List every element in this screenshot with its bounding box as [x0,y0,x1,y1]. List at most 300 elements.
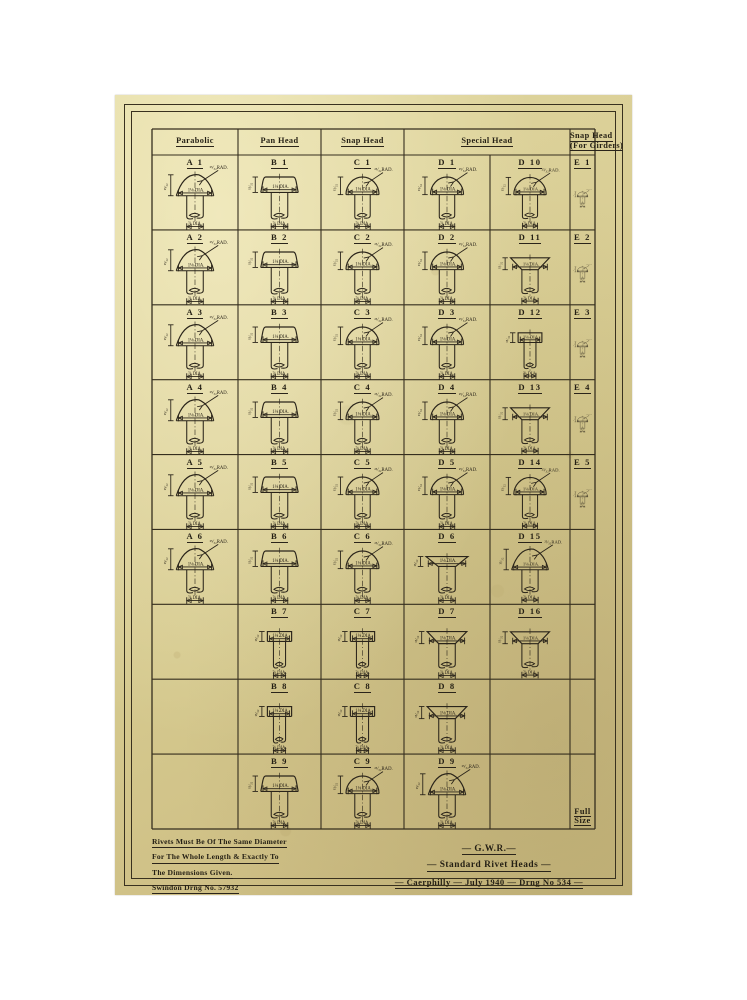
note-line-2 [152,852,367,861]
svg-text:⅞ DIA.: ⅞ DIA. [272,296,287,302]
rivet-diagram-d13 [490,391,570,455]
rivet-code-text: D 12 [518,306,542,317]
svg-text:⅞ DIA.: ⅞ DIA. [580,281,585,283]
svg-text:²⁵⁄₃₂RAD.: ²⁵⁄₃₂RAD. [209,315,228,321]
rivet-diagram-a3 [152,316,238,380]
table-cell-d2-6 [490,529,570,604]
note-text: The Dimensions Given. [152,868,233,879]
svg-text:⅞ DIA.: ⅞ DIA. [355,446,370,452]
svg-text:⅞ DIA.: ⅞ DIA. [355,596,370,602]
rivet-diagram-e1 [570,166,595,230]
rivet-code-text: D 9 [438,756,456,767]
svg-text:²⁵⁄₃₂RAD.: ²⁵⁄₃₂RAD. [458,392,478,398]
svg-text:²⁵⁄₃₂RAD.: ²⁵⁄₃₂RAD. [458,467,478,473]
svg-text:1⅛ DIA.: 1⅛ DIA. [272,260,289,266]
svg-text:⅞ DIA.: ⅞ DIA. [439,446,455,452]
svg-text:⅞ DIA.: ⅞ DIA. [439,671,455,677]
svg-text:²⁵⁄₃₂RAD.: ²⁵⁄₃₂RAD. [209,165,228,171]
svg-text:⅞ DIA.: ⅞ DIA. [272,521,287,527]
rivet-code-text: D 13 [518,381,542,392]
svg-text:²⁵⁄₃₂RAD.: ²⁵⁄₃₂RAD. [374,392,393,398]
rivet-diagram-d4 [404,391,490,455]
svg-text:²⁵⁄₃₂RAD.: ²⁵⁄₃₂RAD. [209,390,228,396]
rivet-diagram-a2 [152,241,238,305]
table-cell-d2-5 [490,455,570,530]
rivet-diagram-c1 [321,166,404,230]
table-cell-d2-7 [490,604,570,679]
svg-text:²⁵⁄₃₂RAD.: ²⁵⁄₃₂RAD. [374,467,393,473]
svg-text:²⁵⁄₃₂RAD.: ²⁵⁄₃₂RAD. [586,189,593,191]
svg-text:²⁵⁄₃₂RAD.: ²⁵⁄₃₂RAD. [209,465,228,471]
table-cell-e-7 [570,604,595,679]
svg-text:¹⁵⁄₃₂: ¹⁵⁄₃₂ [498,558,504,565]
rivet-code-text: D 10 [518,157,542,167]
rivet-diagram-c7 [321,615,404,679]
rivet-code-text: D 3 [438,306,456,317]
svg-text:²⁵⁄₃₂RAD.: ²⁵⁄₃₂RAD. [374,167,393,173]
svg-text:¹⁵⁄₃₂: ¹⁵⁄₃₂ [413,710,419,718]
table-cell-d-3 [404,305,490,380]
svg-text:⅞ DIA.: ⅞ DIA. [272,821,287,827]
svg-text:¹⁵⁄₃₂: ¹⁵⁄₃₂ [413,635,419,643]
svg-text:¹⁵⁄₃₂: ¹⁵⁄₃₂ [163,407,169,415]
svg-text:²⁵⁄₃₂RAD.: ²⁵⁄₃₂RAD. [374,542,393,548]
svg-text:¹⁵⁄₃₂: ¹⁵⁄₃₂ [497,636,503,644]
svg-text:¹⁵⁄₃₂: ¹⁵⁄₃₂ [247,182,253,190]
svg-text:⅞ DIA.: ⅞ DIA. [522,371,538,377]
svg-text:¹⁵⁄₃₂: ¹⁵⁄₃₂ [497,411,503,419]
table-cell-d2-1 [490,155,570,230]
table-cell-b-2 [238,230,321,305]
svg-text:⅞ DIA.: ⅞ DIA. [355,821,370,827]
rivet-diagram-b9 [238,765,321,829]
table-cell-d-1 [404,155,490,230]
svg-text:⅞ DIA.: ⅞ DIA. [522,221,538,227]
svg-text:1⅛ DIA.: 1⅛ DIA. [355,486,372,492]
scale-note [570,807,595,825]
svg-text:¹⁵⁄₃₂: ¹⁵⁄₃₂ [497,261,503,269]
svg-text:⅞ DIA.: ⅞ DIA. [439,821,455,827]
svg-text:²⁵⁄₃₂RAD.: ²⁵⁄₃₂RAD. [586,339,593,341]
column-header-label-C [321,136,404,145]
svg-text:⅞ DIA.: ⅞ DIA. [439,371,455,377]
table-cell-b-9 [238,754,321,829]
svg-text:¹⁵⁄₃₂: ¹⁵⁄₃₂ [417,183,423,191]
svg-text:¹⁵⁄₃₂: ¹⁵⁄₃₂ [163,183,169,191]
svg-text:1⅛ DIA.: 1⅛ DIA. [580,420,586,422]
rivet-code-text: A 3 [186,306,204,317]
column-header-line1: Parabolic [176,136,214,145]
svg-text:⅞ DIA.: ⅞ DIA. [355,222,370,228]
rivet-code-text: B 8 [271,681,288,692]
table-cell-c-2 [321,230,404,305]
svg-text:¹⁵⁄₃₂: ¹⁵⁄₃₂ [500,483,506,491]
rivet-code-text: E 2 [574,231,591,242]
svg-text:⅞ DIA.: ⅞ DIA. [187,222,203,228]
svg-text:¹⁵⁄₃₂: ¹⁵⁄₃₂ [412,559,418,567]
rivet-diagram-d9 [404,765,490,829]
svg-text:1⅛ DIA.: 1⅛ DIA. [187,488,205,494]
svg-text:¹⁵⁄₃₂: ¹⁵⁄₃₂ [163,333,169,341]
table-cell-d-4 [404,380,490,455]
svg-text:⅞ DIA.: ⅞ DIA. [522,446,538,452]
svg-text:⅞ DIA.: ⅞ DIA. [522,296,538,302]
table-cell-c-4 [321,380,404,455]
column-header-D [404,129,570,155]
svg-text:¹⁵⁄₃₂: ¹⁵⁄₃₂ [574,268,576,271]
rivet-diagram-b8 [238,690,321,754]
svg-text:¹⁵⁄₃₂: ¹⁵⁄₃₂ [254,709,260,717]
rivet-diagram-d2 [404,241,490,305]
svg-text:¹⁵⁄₃₂: ¹⁵⁄₃₂ [247,482,253,490]
table-cell-d2-2 [490,230,570,305]
note-line-3 [152,868,367,877]
rivet-diagram-b5 [238,466,321,530]
rivet-diagram-d8 [404,690,490,754]
svg-text:1⅛ DIA.: 1⅛ DIA. [187,338,205,344]
rivet-diagram-d15 [490,540,570,604]
rivet-diagram-d16 [490,615,570,679]
svg-text:⅞ DIA.: ⅞ DIA. [272,222,287,228]
table-cell-a-8 [152,679,238,754]
rivet-diagram-b3 [238,316,321,380]
svg-text:⅞ DIA.: ⅞ DIA. [355,671,370,677]
svg-text:⅞ DIA.: ⅞ DIA. [439,296,455,302]
note-text: Swindon Drng No. 57932 [152,883,239,894]
svg-text:¹⁵⁄₃₂: ¹⁵⁄₃₂ [500,184,506,191]
rivet-diagram-c3 [321,316,404,380]
rivet-diagram-e5 [570,466,595,530]
svg-text:¹⁵⁄₃₂: ¹⁵⁄₃₂ [247,332,253,340]
table-cell-c-7 [321,604,404,679]
svg-text:1⅛ DIA.: 1⅛ DIA. [187,263,205,269]
rivet-diagram-b4 [238,391,321,455]
table-cell-e-8 [570,679,595,754]
column-header-label-A [152,136,238,145]
svg-text:¹⁵⁄₃₂: ¹⁵⁄₃₂ [574,343,576,346]
rivet-code-text: D 5 [438,456,456,467]
svg-text:1⅛ DIA.: 1⅛ DIA. [580,195,586,197]
svg-text:1⅛ DIA.: 1⅛ DIA. [187,562,205,568]
svg-text:1⅛ DIA.: 1⅛ DIA. [439,559,457,565]
svg-text:⅞ DIA.: ⅞ DIA. [355,521,370,527]
svg-text:¹⁵⁄₃₂: ¹⁵⁄₃₂ [417,408,423,416]
rivet-code-text: C 9 [353,756,372,767]
rivet-code-text: E 3 [574,306,591,317]
svg-text:¹⁵⁄₃₂: ¹⁵⁄₃₂ [505,335,511,343]
rivet-code-text: A 2 [186,231,204,242]
svg-text:²⁵⁄₃₂RAD.: ²⁵⁄₃₂RAD. [544,540,563,546]
column-header-line1: Pan Head [260,136,299,145]
rivet-code-text: B 3 [271,306,288,317]
table-cell-c-8 [321,679,404,754]
rivet-diagram-e2 [570,241,595,305]
rivet-diagram-d5 [404,466,490,530]
svg-text:1⅛ DIA.: 1⅛ DIA. [580,270,586,272]
rivet-diagram-e4 [570,391,595,455]
rivet-diagram-a5 [152,466,238,530]
drawing-sheet [115,95,632,895]
rivet-diagram-b1 [238,166,321,230]
rivet-diagram-c4 [321,391,404,455]
svg-text:1⅛ DIA.: 1⅛ DIA. [272,335,289,341]
column-header-label-E [570,131,624,150]
column-header-C [321,129,404,155]
table-cell-c-9 [321,754,404,829]
table-cell-a-6 [152,529,238,604]
svg-text:⅞ DIA.: ⅞ DIA. [187,521,203,527]
table-cell-a-2 [152,230,238,305]
rivet-code-text: D 1 [438,157,456,167]
note-text: Rivets Must Be Of The Same Diameter [152,837,287,848]
rivet-code-text: C 6 [353,531,372,542]
title-block [383,843,595,894]
svg-text:¹⁵⁄₃₂: ¹⁵⁄₃₂ [163,557,169,565]
svg-text:1⅛ DIA.: 1⅛ DIA. [272,409,289,415]
table-cell-c-6 [321,529,404,604]
rivet-code-text: B 6 [271,531,288,542]
table-cell-e-5 [570,455,595,530]
table-cell-e-1 [570,155,595,230]
table-cell-d2-8 [490,679,570,754]
svg-text:²⁵⁄₃₂RAD.: ²⁵⁄₃₂RAD. [458,167,478,173]
svg-text:⅞ DIA.: ⅞ DIA. [522,670,538,676]
table-cell-a-3 [152,305,238,380]
title-origin: — Caerphilly — July 1940 — Drng No 534 — [383,877,595,887]
rivet-code-text: B 1 [271,157,288,167]
column-header-label-D [404,136,570,145]
svg-text:¹⁵⁄₃₂: ¹⁵⁄₃₂ [574,418,576,421]
table-cell-c-5 [321,455,404,530]
column-header-B [238,129,321,155]
rivet-code-text: E 5 [574,456,591,467]
table-cell-d-6 [404,529,490,604]
svg-text:1⅛ DIA.: 1⅛ DIA. [355,561,372,567]
rivet-code-text: A 6 [186,531,204,542]
svg-text:²⁵⁄₃₂RAD.: ²⁵⁄₃₂RAD. [458,317,478,323]
rivet-diagram-d6 [404,540,490,604]
svg-text:⅞ DIA.: ⅞ DIA. [580,206,585,208]
svg-text:¹⁵⁄₃₂: ¹⁵⁄₃₂ [415,782,421,790]
rivet-code-text: D 11 [518,231,542,242]
svg-text:⅞ DIA.: ⅞ DIA. [187,446,203,452]
table-cell-a-4 [152,380,238,455]
rivet-code-text: C 3 [353,306,372,317]
rivet-diagram-c5 [321,466,404,530]
rivet-diagram-e3 [570,316,595,380]
rivet-code-text: C 5 [353,456,372,467]
svg-text:⅞ DIA.: ⅞ DIA. [580,356,585,358]
svg-text:¹⁵⁄₃₂: ¹⁵⁄₃₂ [247,257,253,265]
svg-text:¹⁵⁄₃₂: ¹⁵⁄₃₂ [417,483,423,491]
svg-text:²⁵⁄₃₂RAD.: ²⁵⁄₃₂RAD. [458,242,478,248]
svg-text:⅞ DIA.: ⅞ DIA. [355,746,370,752]
rivet-code-text: A 4 [186,381,204,392]
svg-text:¹⁵⁄₃₂: ¹⁵⁄₃₂ [332,258,338,266]
svg-text:¹⁵⁄₃₂: ¹⁵⁄₃₂ [337,709,343,717]
svg-text:1⅛ DIA.: 1⅛ DIA. [355,786,372,792]
table-cell-b-1 [238,155,321,230]
rivet-code-text: B 2 [271,231,288,242]
table-cell-a-1 [152,155,238,230]
rivet-diagram-b7 [238,615,321,679]
svg-text:⅞ DIA.: ⅞ DIA. [439,521,455,527]
table-cell-d-7 [404,604,490,679]
svg-text:1⅛ DIA.: 1⅛ DIA. [580,345,586,347]
svg-text:¹⁵⁄₃₂: ¹⁵⁄₃₂ [332,408,338,416]
rivet-diagram-d3 [404,316,490,380]
title-subject: — Standard Rivet Heads — [383,860,595,870]
svg-text:¹⁵⁄₃₂: ¹⁵⁄₃₂ [163,482,169,490]
rivet-code-text: B 7 [271,606,288,617]
svg-text:1⅛ DIA.: 1⅛ DIA. [355,262,372,268]
table-cell-b-8 [238,679,321,754]
svg-text:1⅛ DIA.: 1⅛ DIA. [272,559,289,565]
svg-text:⅞ DIA.: ⅞ DIA. [580,505,585,507]
notes-block [152,837,367,899]
svg-text:¹⁵⁄₃₂: ¹⁵⁄₃₂ [332,782,338,790]
svg-text:²⁵⁄₃₂RAD.: ²⁵⁄₃₂RAD. [586,489,593,491]
svg-text:⅞ DIA.: ⅞ DIA. [355,296,370,302]
svg-text:1⅛ DIA.: 1⅛ DIA. [355,412,372,418]
svg-text:²⁵⁄₃₂RAD.: ²⁵⁄₃₂RAD. [209,540,228,546]
rivet-code-text: B 4 [271,381,288,392]
rivet-diagram-d1 [404,166,490,230]
svg-text:¹⁵⁄₃₂: ¹⁵⁄₃₂ [332,558,338,566]
rivet-code-text: D 2 [438,231,456,242]
rivet-code-text: E 1 [574,157,591,167]
table-cell-a-5 [152,455,238,530]
svg-text:1⅛ DIA.: 1⅛ DIA. [439,262,457,268]
note-line-4 [152,883,367,892]
svg-text:1⅛ DIA.: 1⅛ DIA. [522,636,540,642]
table-cell-d2-9 [490,754,570,829]
svg-text:⅞ DIA.: ⅞ DIA. [522,595,538,601]
svg-text:²⁵⁄₃₂RAD.: ²⁵⁄₃₂RAD. [461,764,480,770]
svg-text:⅞ DIA.: ⅞ DIA. [187,596,203,602]
rivet-code-text: B 5 [271,456,288,467]
rivet-diagram-c6 [321,540,404,604]
table-cell-d-9 [404,754,490,829]
scale-note-cell [570,754,595,829]
svg-text:²⁵⁄₃₂RAD.: ²⁵⁄₃₂RAD. [586,414,593,416]
svg-text:1⅛ DIA.: 1⅛ DIA. [355,634,372,640]
svg-text:⅞ DIA.: ⅞ DIA. [439,222,455,228]
table-cell-d-5 [404,455,490,530]
svg-text:⅞ DIA.: ⅞ DIA. [272,446,287,452]
svg-text:1⅛ DIA.: 1⅛ DIA. [439,486,457,492]
table-cell-c-1 [321,155,404,230]
svg-text:1⅛ DIA.: 1⅛ DIA. [355,337,372,343]
rivet-code-text: D 15 [518,531,542,542]
svg-text:⅞ DIA.: ⅞ DIA. [187,371,203,377]
svg-text:1⅛ DIA.: 1⅛ DIA. [439,636,457,642]
svg-text:¹⁵⁄₃₂: ¹⁵⁄₃₂ [163,258,169,266]
svg-text:¹⁵⁄₃₂: ¹⁵⁄₃₂ [337,634,343,642]
svg-text:²⁵⁄₃₂RAD.: ²⁵⁄₃₂RAD. [374,317,393,323]
svg-text:1⅛ DIA.: 1⅛ DIA. [187,188,205,194]
rivet-code-text: C 8 [353,681,372,692]
svg-text:1⅛ DIA.: 1⅛ DIA. [355,709,372,715]
svg-text:⅞ DIA.: ⅞ DIA. [439,596,455,602]
table-cell-e-3 [570,305,595,380]
svg-text:²⁵⁄₃₂RAD.: ²⁵⁄₃₂RAD. [586,264,593,266]
rivet-code-text: A 5 [186,456,204,467]
svg-text:1⅛ DIA.: 1⅛ DIA. [439,337,457,343]
svg-text:1⅛ DIA.: 1⅛ DIA. [439,187,457,193]
rivet-code-text: C 2 [353,231,372,242]
svg-text:⅞ DIA.: ⅞ DIA. [439,746,455,752]
column-header-line1: Special Head [461,136,513,145]
rivet-diagram-a6 [152,540,238,604]
table-cell-b-6 [238,529,321,604]
svg-text:¹⁵⁄₃₂: ¹⁵⁄₃₂ [574,493,576,496]
rivet-code-text: D 7 [438,606,456,617]
svg-text:1⅛ DIA.: 1⅛ DIA. [439,412,457,418]
svg-text:1⅛ DIA.: 1⅛ DIA. [580,495,586,497]
svg-text:¹⁵⁄₃₂: ¹⁵⁄₃₂ [254,634,260,642]
svg-text:1⅛ DIA.: 1⅛ DIA. [439,787,457,793]
table-cell-d-2 [404,230,490,305]
rivet-head-table [152,129,624,829]
svg-text:²⁵⁄₃₂RAD.: ²⁵⁄₃₂RAD. [541,168,560,174]
title-company: — G.W.R.— [383,843,595,853]
rivet-diagram-d10 [490,166,570,230]
table-cell-a-7 [152,604,238,679]
svg-text:1⅛ DIA.: 1⅛ DIA. [272,709,289,715]
rivet-diagram-c9 [321,765,404,829]
svg-text:⅞ DIA.: ⅞ DIA. [272,371,287,377]
column-header-line2: (For Girders) [570,140,624,150]
rivet-code-text: C 7 [353,606,372,617]
svg-text:1⅛ DIA.: 1⅛ DIA. [272,784,289,790]
svg-text:1⅛ DIA.: 1⅛ DIA. [272,484,289,490]
rivet-code-text: A 1 [186,157,204,167]
table-cell-d2-3 [490,305,570,380]
table-cell-b-4 [238,380,321,455]
rivet-code-text: C 4 [353,381,372,392]
svg-text:²⁵⁄₃₂RAD.: ²⁵⁄₃₂RAD. [374,767,393,773]
svg-text:⅞ DIA.: ⅞ DIA. [522,521,538,527]
column-header-line1: Snap Head [341,136,384,145]
svg-text:1⅛ DIA.: 1⅛ DIA. [522,187,540,193]
svg-text:⅞ DIA.: ⅞ DIA. [580,430,585,432]
svg-text:1⅛ DIA.: 1⅛ DIA. [187,413,205,419]
svg-text:1⅛ DIA.: 1⅛ DIA. [522,487,540,493]
rivet-code-text: B 9 [271,756,288,767]
rivet-diagram-a1 [152,166,238,230]
svg-text:1⅛ DIA.: 1⅛ DIA. [522,563,540,569]
table-cell-c-3 [321,305,404,380]
svg-text:⅞ DIA.: ⅞ DIA. [272,746,287,752]
rivet-code-text: D 8 [438,681,456,692]
rivet-diagram-b6 [238,540,321,604]
column-header-E [570,129,624,155]
rivet-code-text: D 14 [518,456,542,467]
svg-text:²⁵⁄₃₂RAD.: ²⁵⁄₃₂RAD. [541,467,560,473]
rivet-diagram-b2 [238,241,321,305]
rivet-code-text: D 4 [438,381,456,392]
table-cell-e-2 [570,230,595,305]
svg-text:1⅛ DIA.: 1⅛ DIA. [522,412,540,418]
svg-text:¹⁵⁄₃₂: ¹⁵⁄₃₂ [247,557,253,565]
rivet-diagram-d11 [490,241,570,305]
svg-text:¹⁵⁄₃₂: ¹⁵⁄₃₂ [574,193,576,196]
rivet-diagram-c8 [321,690,404,754]
svg-text:¹⁵⁄₃₂: ¹⁵⁄₃₂ [332,333,338,341]
table-cell-e-6 [570,529,595,604]
svg-text:1⅛ DIA.: 1⅛ DIA. [272,185,289,191]
